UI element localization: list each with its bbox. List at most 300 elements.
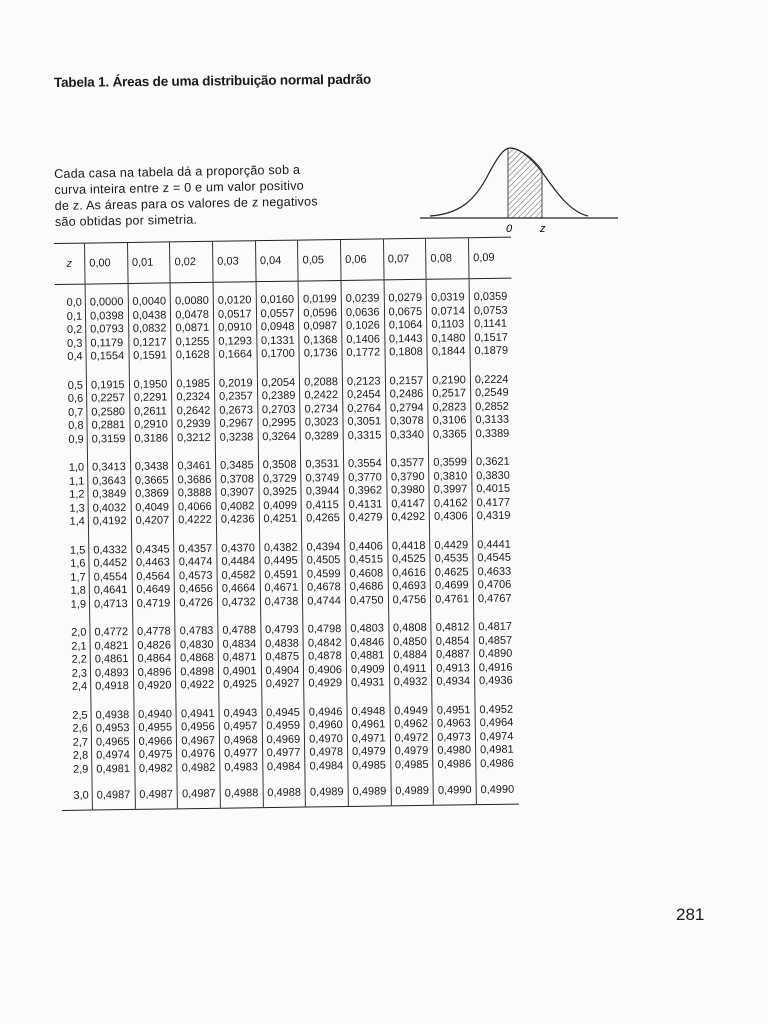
area-value: 0,4940: [138, 707, 172, 721]
area-value: 0,3461: [177, 459, 212, 473]
area-value: 0,4693: [392, 579, 427, 593]
area-value: 0,4678: [307, 581, 341, 594]
z-value: 1,9: [70, 598, 87, 611]
area-value: 0,4842: [307, 636, 342, 649]
area-values-cell: [219, 699, 263, 782]
area-value: 0,2764: [347, 401, 382, 415]
area-value: 0,4015: [476, 482, 511, 496]
area-values-cell: [302, 532, 346, 615]
area-value: 0,4974: [479, 730, 514, 743]
area-values-cell: [433, 778, 476, 805]
area-value: 0,4484: [221, 555, 256, 568]
area-value: 0,0000: [89, 296, 124, 309]
area-value: 0,0714: [431, 304, 465, 318]
area-value: 0,1808: [389, 345, 423, 359]
area-values-cell: [128, 283, 172, 371]
column-header: 0,00: [85, 242, 128, 284]
area-value: 0,2257: [91, 392, 125, 405]
area-values-cell: [257, 368, 301, 451]
area-value: 0,2422: [304, 389, 339, 402]
table-row-group: [56, 365, 514, 454]
area-value: 0,0080: [175, 294, 209, 308]
area-value: 0,3159: [91, 432, 126, 445]
area-value: 0,2389: [261, 389, 296, 403]
area-values-cell: [262, 698, 306, 781]
area-value: 0,2611: [133, 404, 167, 418]
area-values-cell: [260, 616, 304, 699]
area-value: 0,4988: [224, 787, 259, 800]
area-value: 0,4857: [478, 634, 513, 647]
area-value: 0,4082: [220, 499, 255, 513]
area-value: 0,4959: [266, 719, 301, 733]
z-value: 1,5: [69, 544, 86, 557]
area-value: 0,0398: [89, 309, 124, 323]
area-values-cell: [431, 613, 475, 696]
z-value: 0,7: [67, 406, 84, 419]
area-value: 0,3531: [305, 458, 340, 471]
z-values-cell: [60, 701, 92, 784]
area-value: 0,2019: [218, 376, 253, 390]
area-value: 0,4920: [137, 679, 172, 692]
area-value: 0,3389: [475, 427, 510, 440]
area-value: 0,1517: [474, 331, 509, 344]
area-value: 0,4222: [178, 513, 212, 527]
area-value: 0,4357: [178, 542, 213, 555]
z-column-header: z: [54, 243, 85, 284]
area-value: 0,2967: [219, 417, 254, 430]
area-values-cell: [176, 699, 220, 782]
area-value: 0,0832: [132, 322, 167, 335]
area-value: 0,4599: [306, 567, 341, 581]
area-value: 0,2486: [389, 387, 424, 401]
z-value: 2,6: [72, 722, 88, 735]
area-value: 0,0793: [90, 323, 124, 336]
z-values-cell: [62, 784, 93, 810]
area-value: 0,1554: [90, 350, 125, 363]
area-value: 0,4967: [181, 734, 216, 747]
area-value: 0,4382: [263, 541, 298, 554]
area-value: 0,4987: [181, 787, 216, 801]
z-value: 0,1: [66, 310, 83, 323]
area-value: 0,4931: [351, 676, 385, 689]
area-values-cell: [89, 535, 133, 618]
curve-label-zero: 0: [506, 223, 513, 235]
area-value: 0,4901: [222, 664, 257, 678]
area-value: 0,4978: [309, 746, 344, 759]
area-value: 0,4838: [265, 637, 299, 650]
z-value: 0,2: [66, 323, 83, 336]
area-value: 0,4974: [96, 748, 130, 762]
area-value: 0,4985: [394, 758, 429, 771]
area-value: 0,2703: [261, 403, 296, 416]
area-value: 0,4788: [222, 624, 257, 637]
z-value: 2,8: [72, 749, 89, 762]
area-value: 0,4265: [306, 512, 340, 525]
area-value: 0,4932: [393, 675, 428, 689]
intro-line: de z. As áreas para os valores de z negativos: [54, 194, 318, 213]
area-values-cell: [348, 779, 391, 806]
area-value: 0,4986: [437, 757, 472, 771]
area-value: 0,3212: [176, 431, 211, 444]
area-values-cell: [217, 534, 261, 617]
area-values-cell: [215, 451, 259, 534]
area-value: 0,4961: [351, 718, 386, 731]
area-value: 0,2910: [134, 418, 168, 431]
area-value: 0,1103: [431, 318, 465, 331]
area-value: 0,4960: [308, 719, 343, 732]
z-value: 2,1: [71, 640, 87, 653]
area-value: 0,4887: [435, 648, 470, 661]
area-value: 0,3621: [475, 455, 510, 469]
area-value: 0,4938: [95, 708, 130, 721]
area-value: 0,4898: [180, 665, 215, 678]
area-value: 0,3686: [177, 473, 212, 486]
column-header: 0,01: [127, 242, 170, 284]
area-value: 0,4177: [476, 496, 511, 509]
area-value: 0,4957: [223, 720, 258, 733]
area-value: 0,4131: [348, 497, 383, 511]
intro-line: Cada casa na tabela dá a proporção sob a: [54, 162, 301, 181]
area-values-cell: [304, 697, 348, 780]
area-value: 0,2123: [346, 374, 381, 388]
area-value: 0,1879: [474, 344, 509, 358]
area-value: 0,4515: [349, 553, 384, 566]
area-value: 0,1915: [90, 378, 125, 391]
area-value: 0,4719: [136, 596, 171, 610]
column-header: 0,08: [426, 238, 469, 280]
area-values-cell: [346, 614, 390, 697]
area-value: 0,2549: [474, 386, 509, 400]
area-value: 0,3599: [433, 456, 468, 469]
area-values-cell: [90, 618, 134, 701]
area-values-cell: [256, 281, 300, 369]
z-value: 2,7: [72, 736, 89, 749]
area-values-cell: [130, 452, 174, 535]
area-value: 0,2291: [133, 391, 168, 404]
z-value: 0,5: [67, 379, 84, 392]
z-value: 3,0: [73, 789, 89, 802]
area-values-cell: [385, 366, 429, 449]
area-value: 0,3365: [432, 427, 467, 441]
area-value: 0,3508: [262, 458, 297, 472]
area-values-cell: [432, 696, 476, 779]
area-value: 0,3485: [220, 459, 254, 472]
area-value: 0,4985: [352, 758, 386, 772]
z-value: 2,2: [71, 653, 87, 666]
area-value: 0,4904: [265, 664, 300, 677]
area-value: 0,4918: [95, 679, 129, 693]
z-values-cell: [59, 619, 91, 702]
area-value: 0,4984: [266, 760, 301, 773]
area-value: 0,4989: [395, 784, 430, 798]
area-values-cell: [470, 365, 513, 448]
area-value: 0,3413: [92, 461, 126, 474]
area-value: 0,1443: [388, 332, 423, 345]
area-values-cell: [426, 279, 470, 367]
area-value: 0,4846: [350, 635, 385, 649]
area-value: 0,3186: [134, 431, 169, 445]
area-value: 0,1736: [303, 347, 338, 360]
area-value: 0,4616: [392, 566, 426, 579]
area-values-cell: [476, 778, 519, 805]
area-value: 0,2852: [475, 400, 509, 413]
area-value: 0,0871: [175, 321, 210, 335]
area-value: 0,4783: [179, 624, 214, 638]
area-value: 0,0517: [217, 307, 252, 321]
area-value: 0,4049: [135, 500, 170, 514]
area-value: 0,3830: [476, 469, 510, 482]
area-value: 0,4966: [138, 734, 173, 748]
area-value: 0,2190: [432, 373, 466, 387]
area-value: 0,4987: [139, 788, 174, 801]
area-value: 0,4982: [181, 761, 216, 774]
area-values-cell: [214, 369, 258, 452]
area-value: 0,4778: [137, 625, 171, 638]
area-value: 0,2881: [91, 419, 126, 432]
area-value: 0,0199: [303, 293, 337, 306]
area-value: 0,4332: [93, 543, 128, 556]
area-value: 0,4946: [308, 705, 343, 718]
area-value: 0,2580: [91, 405, 126, 418]
z-value: 1,1: [68, 475, 85, 488]
z-value: 1,7: [70, 571, 86, 584]
area-value: 0,4345: [135, 542, 170, 556]
area-value: 0,0239: [345, 292, 380, 305]
area-value: 0,4963: [436, 717, 471, 730]
area-value: 0,4864: [137, 652, 172, 665]
area-value: 0,4207: [135, 514, 170, 527]
area-value: 0,0557: [260, 307, 295, 320]
intro-line: curva inteira entre z = 0 e um valor positivo: [54, 178, 304, 197]
z-value: 1,2: [69, 488, 85, 501]
area-values-cell: [259, 533, 303, 616]
area-values-cell: [170, 282, 214, 370]
area-value: 0,4826: [137, 638, 172, 652]
z-values-cell: [55, 284, 87, 371]
area-values-cell: [213, 282, 257, 370]
area-value: 0,3438: [134, 460, 169, 473]
area-value: 0,4641: [93, 584, 128, 597]
area-value: 0,4830: [179, 638, 214, 651]
area-value: 0,4474: [178, 555, 213, 569]
area-value: 0,4032: [92, 501, 127, 514]
area-value: 0,4971: [351, 731, 386, 745]
area-value: 0,4850: [393, 635, 427, 648]
area-value: 0,4406: [349, 539, 383, 553]
z-value: 1,6: [70, 557, 86, 570]
area-value: 0,2734: [304, 402, 339, 416]
area-values-cell: [469, 278, 512, 366]
z-value: 0,4: [67, 350, 83, 363]
area-value: 0,4803: [350, 622, 385, 635]
area-value: 0,3554: [347, 457, 382, 470]
column-header: 0,02: [170, 241, 213, 283]
area-value: 0,0636: [345, 305, 380, 319]
table-row-group: [60, 695, 518, 784]
area-values-cell: [87, 453, 131, 536]
area-value: 0,1179: [90, 336, 124, 350]
area-value: 0,0040: [132, 295, 167, 308]
area-values-cell: [177, 782, 220, 809]
area-value: 0,1664: [218, 348, 253, 361]
area-value: 0,1480: [431, 331, 466, 345]
area-value: 0,2673: [219, 403, 254, 417]
area-value: 0,4664: [221, 582, 256, 595]
area-value: 0,4990: [480, 783, 515, 797]
area-values-cell: [86, 370, 130, 453]
area-value: 0,1700: [261, 347, 295, 361]
table-row-group: [59, 613, 517, 702]
area-value: 0,4495: [264, 554, 298, 568]
area-value: 0,2224: [474, 373, 509, 386]
page-number: 281: [676, 905, 705, 924]
area-values-cell: [341, 280, 385, 368]
area-value: 0,4884: [393, 648, 428, 662]
area-value: 0,4965: [95, 735, 130, 748]
area-value: 0,4633: [477, 565, 512, 578]
area-value: 0,2088: [304, 375, 338, 389]
area-value: 0,2642: [176, 404, 211, 417]
area-value: 0,4990: [437, 784, 472, 797]
area-value: 0,4979: [394, 744, 429, 758]
area-value: 0,4821: [94, 639, 129, 652]
curve-label-z: z: [540, 223, 546, 235]
area-value: 0,4984: [309, 759, 344, 772]
area-value: 0,4834: [222, 637, 257, 651]
area-value: 0,1985: [176, 377, 211, 390]
area-value: 0,4066: [177, 500, 212, 513]
area-value: 0,3997: [433, 483, 468, 496]
area-value: 0,3749: [305, 471, 340, 485]
area-values-cell: [173, 452, 217, 535]
z-value: 0,9: [68, 433, 84, 446]
area-values-cell: [345, 532, 389, 615]
area-values-cell: [384, 279, 428, 367]
area-value: 0,3264: [262, 430, 297, 443]
table-row-group: [55, 278, 513, 371]
area-value: 0,1064: [388, 318, 423, 332]
area-value: 0,4686: [349, 580, 384, 593]
area-values-cell: [174, 534, 218, 617]
z-values-cell: [56, 371, 88, 454]
column-header: 0,03: [212, 241, 255, 283]
area-value: 0,4418: [391, 539, 426, 552]
area-values-cell: [389, 696, 433, 779]
area-value: 0,4713: [93, 597, 128, 610]
area-value: 0,4772: [94, 626, 129, 639]
z-value: 0,3: [67, 337, 83, 350]
area-value: 0,4929: [308, 677, 343, 690]
area-values-cell: [429, 448, 473, 531]
area-value: 0,4854: [435, 634, 470, 648]
area-value: 0,3869: [135, 487, 169, 500]
area-value: 0,3729: [262, 472, 297, 485]
area-value: 0,4977: [266, 746, 301, 760]
area-values-cell: [303, 615, 347, 698]
area-values-cell: [220, 781, 263, 808]
z-values-cell: [58, 536, 90, 619]
area-value: 0,3078: [390, 414, 424, 428]
area-value: 0,4973: [437, 730, 471, 744]
area-values-cell: [387, 531, 431, 614]
area-value: 0,2995: [262, 416, 296, 430]
area-value: 0,4953: [95, 721, 130, 735]
area-value: 0,4969: [266, 733, 301, 746]
column-header: 0,04: [255, 240, 298, 282]
area-value: 0,4591: [264, 568, 299, 581]
area-value: 0,0319: [430, 291, 465, 304]
area-value: 0,1772: [346, 346, 381, 359]
intro-line: são obtidas por simetria.: [54, 212, 198, 229]
area-value: 0,2054: [261, 376, 296, 389]
area-value: 0,0753: [473, 304, 508, 317]
z-value: 0,0: [66, 296, 82, 309]
area-values-cell: [300, 367, 344, 450]
area-value: 0,4875: [265, 650, 300, 664]
area-value: 0,3340: [390, 428, 425, 441]
z-value: 1,4: [69, 515, 85, 528]
area-value: 0,4970: [309, 732, 343, 745]
normal-curve-diagram: [420, 140, 620, 240]
area-value: 0,4909: [350, 662, 385, 676]
area-value: 0,1293: [218, 334, 253, 348]
area-value: 0,3849: [92, 488, 127, 501]
area-value: 0,4934: [436, 675, 471, 688]
area-values-cell: [301, 450, 345, 533]
area-value: 0,4649: [136, 583, 171, 596]
area-value: 0,4608: [349, 566, 384, 580]
area-value: 0,4236: [220, 513, 255, 526]
area-value: 0,4987: [96, 788, 131, 802]
area-value: 0,4441: [477, 538, 511, 551]
z-value: 2,9: [72, 763, 89, 776]
z-value: 2,3: [71, 667, 88, 680]
area-value: 0,4744: [307, 594, 342, 607]
area-value: 0,0478: [175, 308, 210, 321]
area-value: 0,4975: [138, 748, 173, 761]
area-value: 0,2517: [432, 387, 467, 400]
area-value: 0,4115: [305, 498, 339, 512]
area-values-cell: [388, 614, 432, 697]
area-value: 0,4545: [477, 551, 512, 565]
area-value: 0,0987: [303, 320, 338, 333]
area-value: 0,4952: [479, 703, 514, 716]
area-value: 0,4989: [309, 786, 344, 799]
area-value: 0,4505: [306, 554, 341, 567]
area-values-cell: [475, 695, 518, 778]
area-values-cell: [298, 280, 342, 368]
area-value: 0,4964: [479, 716, 514, 730]
area-value: 0,3665: [134, 473, 169, 487]
area-value: 0,1406: [346, 332, 381, 346]
z-values-cell: [57, 454, 89, 537]
z-value: 2,4: [71, 680, 88, 693]
area-values-cell: [92, 783, 135, 810]
area-value: 0,4452: [93, 557, 128, 570]
area-value: 0,4941: [180, 707, 215, 720]
area-value: 0,4656: [179, 582, 213, 596]
area-value: 0,2454: [347, 388, 381, 401]
area-value: 0,4535: [434, 552, 469, 565]
area-value: 0,3810: [433, 469, 468, 483]
area-value: 0,4913: [436, 661, 470, 675]
column-header: 0,07: [383, 238, 426, 280]
area-value: 0,1141: [473, 317, 507, 331]
area-value: 0,2357: [219, 390, 253, 403]
area-value: 0,0596: [303, 306, 338, 320]
area-value: 0,4955: [138, 721, 173, 734]
area-value: 0,3888: [177, 486, 212, 500]
